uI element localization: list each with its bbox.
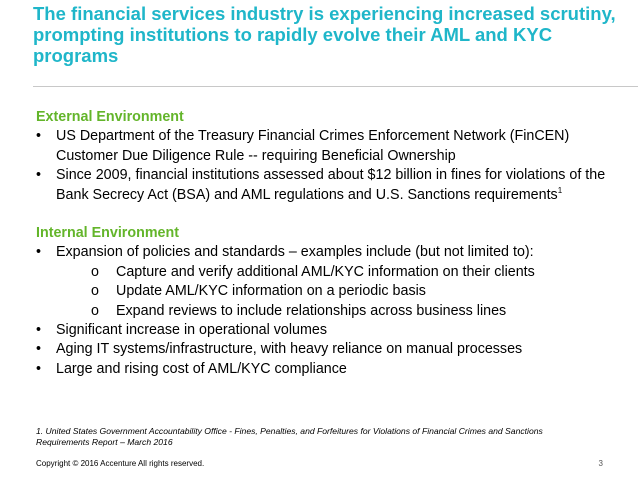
- sub-bullet-mark: o: [91, 302, 99, 319]
- sub-bullet-text: Expand reviews to include relationships across business lines: [116, 302, 507, 319]
- internal-bullet-4: [36, 360, 626, 379]
- sub-bullet-mark: o: [91, 263, 99, 280]
- slide-title: The financial services industry is experiencing increased scrutiny, prompting institutions to rapidly evolve their AML and KYC programs: [33, 3, 616, 66]
- slide-body: [36, 108, 626, 379]
- bullet-text: Significant increase in operational volumes: [56, 322, 327, 339]
- bullet-mark: •: [36, 360, 42, 377]
- sub-bullet-1: [36, 263, 626, 282]
- page-number: 3: [598, 459, 603, 468]
- title-divider: [33, 86, 638, 87]
- bullet-mark: •: [36, 244, 42, 261]
- bullet-text: Large and rising cost of AML/KYC compliance: [56, 360, 347, 377]
- sub-bullet-mark: o: [91, 283, 99, 300]
- sub-bullet-3: [36, 302, 626, 321]
- bullet-mark: •: [36, 341, 42, 358]
- internal-bullet-3: [36, 340, 626, 359]
- external-environment-heading: External Environment: [36, 109, 184, 125]
- sub-bullet-text: Capture and verify additional AML/KYC information on their clients: [116, 263, 535, 280]
- internal-bullet-2: [36, 321, 626, 340]
- internal-bullet-1: [36, 243, 626, 262]
- bullet-mark: •: [36, 322, 42, 339]
- copyright: Copyright © 2016 Accenture All rights reserved.: [36, 459, 205, 468]
- internal-environment-heading: Internal Environment: [36, 225, 179, 242]
- external-bullet-1: [36, 127, 626, 166]
- footnote: 1. United States Government Accountability Office - Fines, Penalties, and Forfeitures for Violations of Financial Crimes and Sanctions Requirements Report – March 2016: [36, 426, 543, 447]
- sub-bullet-text: Update AML/KYC information on a periodic basis: [116, 283, 426, 300]
- bullet-text: US Department of the Treasury Financial Crimes Enforcement Network (FinCEN) Customer Due Diligence Rule -- requiring Beneficial Ownership: [56, 128, 570, 164]
- footnote-ref: 1: [557, 185, 563, 195]
- bullet-mark: •: [36, 167, 42, 184]
- bullet-text: Aging IT systems/infrastructure, with heavy reliance on manual processes: [56, 341, 523, 358]
- bullet-text-wrap: [56, 166, 626, 205]
- bullet-text: Since 2009, financial institutions assessed about $12 billion in fines for violations of the Bank Secrecy Act (BSA) and AML regulations and U.S. Sanctions requirements: [56, 167, 606, 203]
- sub-bullet-2: [36, 282, 626, 301]
- bullet-mark: •: [36, 128, 42, 145]
- bullet-text: Expansion of policies and standards – examples include (but not limited to):: [56, 244, 534, 261]
- external-bullet-2: [36, 166, 626, 205]
